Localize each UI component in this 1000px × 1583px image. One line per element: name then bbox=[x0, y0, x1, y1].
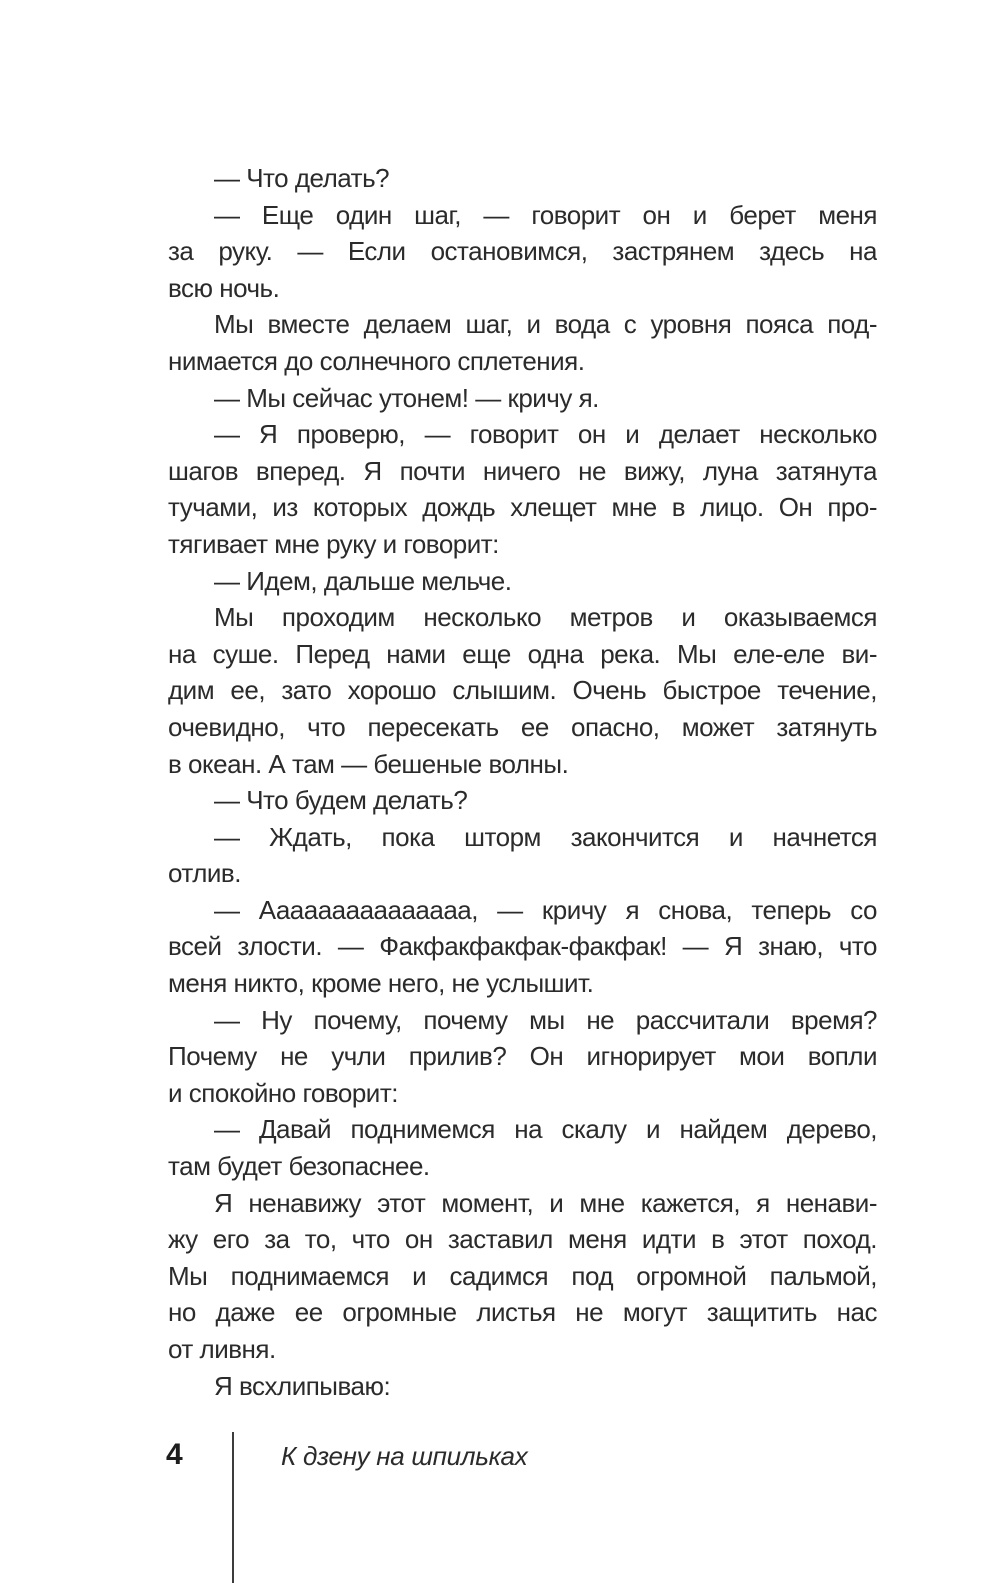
body-text bbox=[168, 160, 877, 1404]
footer-divider bbox=[232, 1432, 234, 1583]
text-line: Мы проходим несколько метров и оказываемся bbox=[214, 602, 877, 633]
text-line: отлив. bbox=[168, 858, 241, 889]
text-line: — Давай поднимемся на скалу и найдем дерево, bbox=[214, 1114, 877, 1145]
page-number: 4 bbox=[166, 1438, 183, 1471]
text-line: — Я проверю, — говорит он и делает несколько bbox=[214, 419, 877, 450]
text-line: — Ну почему, почему мы не рассчитали время? bbox=[214, 1004, 877, 1035]
text-line: на суше. Перед нами еще одна река. Мы еле-еле ви- bbox=[168, 638, 877, 669]
text-line: — Ждать, пока шторм закончится и начнется bbox=[214, 821, 877, 852]
text-line: всей злости. — Факфакфакфак-факфак! — Я знаю, что bbox=[168, 931, 877, 962]
text-line: — Что делать? bbox=[214, 163, 390, 193]
text-line: — Ааааааааааааааа, — кричу я снова, теперь со bbox=[214, 894, 877, 925]
text-line: нимается до солнечного сплетения. bbox=[168, 345, 585, 376]
text-line: и спокойно говорит: bbox=[168, 1077, 398, 1108]
text-line: в океан. А там — бешеные волны. bbox=[168, 748, 569, 779]
text-line: тягивает мне руку и говорит: bbox=[168, 528, 499, 559]
text-line: меня никто, кроме него, не услышит. bbox=[168, 968, 594, 999]
text-line: Мы поднимаемся и садимся под огромной пальмой, bbox=[168, 1260, 877, 1291]
text-line: но даже ее огромные листья не могут защитить нас bbox=[168, 1297, 877, 1328]
text-line: Почему не учли прилив? Он игнорирует мои вопли bbox=[168, 1041, 877, 1072]
text-line: — Мы сейчас утонем! — кричу я. bbox=[214, 382, 599, 413]
text-line: шагов вперед. Я почти ничего не вижу, луна затянута bbox=[168, 455, 877, 486]
text-line: там будет безопаснее. bbox=[168, 1151, 430, 1182]
text-line: Мы вместе делаем шаг, и вода с уровня пояса под- bbox=[214, 309, 877, 340]
text-line: — Что будем делать? bbox=[214, 785, 468, 816]
text-line: жу его за то, что он заставил меня идти в этот поход. bbox=[168, 1224, 877, 1255]
text-line: от ливня. bbox=[168, 1334, 276, 1364]
running-title: К дзену на шпильках bbox=[281, 1441, 528, 1471]
text-line: Я ненавижу этот момент, и мне кажется, я ненави- bbox=[214, 1187, 877, 1218]
text-line: всю ночь. bbox=[168, 272, 280, 303]
text-line: — Еще один шаг, — говорит он и берет меня bbox=[214, 199, 877, 230]
text-line: за руку. — Если остановимся, застрянем здесь на bbox=[168, 236, 877, 267]
text-line: Я всхлипываю: bbox=[214, 1370, 391, 1401]
text-line: дим ее, зато хорошо слышим. Очень быстрое течение, bbox=[168, 675, 877, 706]
text-line: очевидно, что пересекать ее опасно, может затянуть bbox=[168, 711, 877, 742]
text-line: — Идем, дальше мельче. bbox=[214, 565, 512, 596]
text-line: тучами, из которых дождь хлещет мне в лицо. Он про- bbox=[168, 492, 877, 523]
